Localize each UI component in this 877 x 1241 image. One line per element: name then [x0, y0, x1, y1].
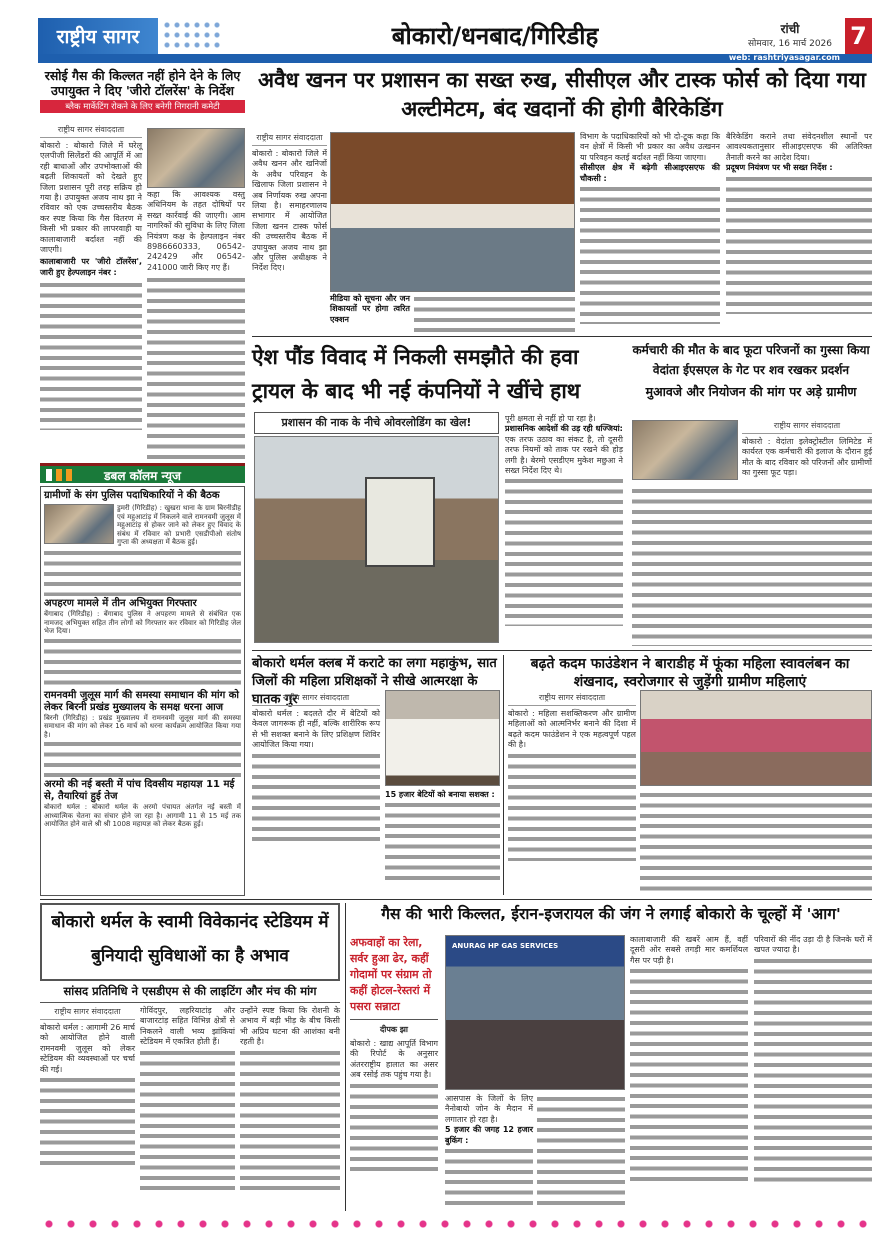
- text-lines: [44, 548, 241, 596]
- lead-caption-row: [330, 294, 575, 334]
- karate-col2: [385, 790, 500, 880]
- gas-story: [40, 68, 245, 113]
- gas-crisis-text: आसपास के जिलों के लिए नैनोबायो जोन के मैदान में लगातार हो रहा है।: [445, 1094, 533, 1124]
- foundation-col1: [508, 692, 636, 861]
- gas-agency-photo: [445, 935, 625, 1090]
- ash-col: [505, 414, 623, 626]
- newspaper-logo: राष्ट्रीय सागर: [38, 18, 158, 54]
- text-lines: [505, 476, 623, 626]
- text-lines: [40, 280, 142, 430]
- karate-col1: [252, 692, 380, 841]
- stadium-text: गोविंदपुर, लहरियाटांड़ और बाजारटांड़ सहित विभिन्न क्षेत्रों से निकलने वाली भव्य झांकियां स्टेडियम में एकत्रित होती हैं।: [140, 1006, 235, 1047]
- brief-headline: अरमो की नई बस्ती में पांच दिवसीय महायज्ञ 11 मई से, तैयारियां हुई तेज: [44, 779, 235, 802]
- protest-headline: कर्मचारी की मौत के बाद फूटा परिजनों का गुस्सा किया वेदांता ईएसएल के गेट पर शव रखकर प्रदर्शन: [632, 343, 870, 377]
- text-lines: [414, 294, 575, 334]
- gas-agency-sign: ANURAG HP GAS SERVICES: [452, 942, 559, 950]
- text-lines: [726, 174, 872, 314]
- lead-headline: अवैध खनन पर प्रशासन का सख्त रुख, सीसीएल और टास्क फोर्स को दिया गया अल्टीमेटम, बंद खदानों की होगी बैरिकेडिंग: [258, 68, 866, 121]
- text-lines: [252, 751, 380, 841]
- protest-kicker: मुआवजे और नियोजन की मांग पर अड़े ग्रामीण: [645, 384, 857, 399]
- brief-text: बोकारो थर्मल : बोकारो थर्मल के अरमो पंचायत अंतर्गत नई बस्ती में आध्यात्मिक चेतना का संचार होने जा रहा है। आगामी 11 से 15 मई तक आयोजित होने वाले श्री श्री 1008 महायज्ञ को लेकर बैठक हुई।: [44, 803, 241, 828]
- lead-col4: [726, 132, 872, 314]
- brief-headline: अपहरण मामले में तीन अभियुक्त गिरफ्तार: [44, 598, 197, 609]
- author: दीपक झा: [380, 1025, 408, 1034]
- ash-headline: ऐश पौंड विवाद में निकली समझौते की हवा ट्रायल के बाद भी नई कंपनियों ने खींचे हाथ: [252, 345, 581, 403]
- byline: राष्ट्रीय सागर संवाददाता: [252, 692, 380, 706]
- stadium-headline: बोकारो थर्मल के स्वामी विवेकानंद स्टेडियम में बुनियादी सुविधाओं का है अभाव: [51, 912, 329, 966]
- gas-crisis-text: कालाबाजारी की खबरें आम हैं, वहीं दूसरी ओर सबसे तगड़ी मार कमर्शियल गैस पर पड़ी है।: [630, 935, 748, 965]
- text-lines: [40, 1075, 135, 1165]
- stadium-col3: [240, 1006, 340, 1193]
- flag-white: [46, 469, 52, 481]
- gas-story-intro: बोकारो : बोकारो जिले में घरेलू एलपीजी सिलेंडरों की आपूर्ति में आ रही बाधाओं और उपभोक्ताओं की बढ़ती शिकायतों को देखते हुए जिला प्रशासन पूरी तरह सक्रिय हो गया है। उपायुक्त अजय नाथ झा ने रविवार को एक उच्चस्तरीय बैठक कर स्पष्ट किया कि गैस वितरण में किसी भी प्रकार की लापरवाही या कालाबाजारी बर्दाश्त नहीं की जाएगी।: [40, 141, 142, 255]
- text-lines: [350, 1081, 438, 1171]
- foundation-text: बोकारो : महिला सशक्तिकरण और ग्रामीण महिलाओं को आत्मनिर्भर बनाने की दिशा में बढ़ते कदम फाउंडेशन ने एक महत्वपूर्ण पहल की है।: [508, 709, 636, 750]
- gas-crisis-text: बोकारो : खाद्य आपूर्ति विभाग की रिपोर्ट के अनुसार अंतरराष्ट्रीय हालात का असर अब रसोई तक पहुंच गया है।: [350, 1039, 438, 1080]
- divider: [345, 903, 346, 1211]
- brief-photo: [44, 504, 114, 544]
- lead-photo: [330, 132, 575, 292]
- lead-col3-text: विभाग के पदाधिकारियों को भी दो-टूक कहा कि वन क्षेत्रों में किसी भी प्रकार का अवैध उत्खनन या परिवहन कतई बर्दाश्त नहीं किया जाएगा।: [580, 132, 720, 162]
- ash-kicker: प्रशासन की नाक के नीचे ओवरलोडिंग का खेल!: [254, 412, 499, 434]
- lead-photo-caption: मीडिया को सूचना और जन शिकायतों पर होगा त्वरित एक्शन: [330, 294, 410, 324]
- text-lines: [445, 1146, 533, 1206]
- text-lines: [640, 790, 872, 894]
- foundation-headline: बढ़ते कदम फाउंडेशन ने बाराडीह में फूंका महिला स्वावलंबन का शंखनाद, स्वरोजगार से जुड़ेंगी ग्रामीण महिलाएं: [530, 656, 850, 690]
- double-column-banner: [40, 463, 245, 483]
- ash-subhead: प्रशासनिक आदेशों की उड़ रही धज्जियां:: [505, 424, 623, 434]
- page-number: 7: [845, 18, 872, 54]
- text-lines: [140, 1048, 235, 1193]
- brief-text: बेंगाबाद (गिरिडीह) : बेंगाबाद पुलिस ने अपहरण मामले से संबंधित एक नामजद अभियुक्त सहित तीन लोगों को गिरफ्तार कर रविवार को गिरिडीह जेल भेज दिया।: [44, 610, 241, 635]
- text-lines: [630, 966, 748, 1186]
- divider: [40, 899, 872, 900]
- text-lines: [44, 739, 241, 777]
- gas-crisis-col4: [630, 935, 748, 1186]
- gas-story-headline: रसोई गैस की किल्लत नहीं होने देने के लिए उपायुक्त ने दिए 'जीरो टॉलरेंस' के निर्देश: [44, 68, 241, 98]
- gas-crisis-side-headline: अफवाहों का रेला, सर्वर हुआ ढेर, कहीं गोदामों पर संग्राम तो कहीं होटल-रेस्तरां में पसरा सन्नाटा: [350, 935, 438, 1020]
- gas-crisis-headline: गैस की भारी किल्लत, ईरान-इजरायल की जंग ने लगाई बोकारो के चूल्हों में 'आग': [381, 905, 841, 923]
- protest-story: [630, 340, 872, 399]
- text-lines: [508, 751, 636, 861]
- lead-intro: बोकारो : बोकारो जिले में अवैध खनन और खनिजों के अवैध परिवहन के खिलाफ जिला प्रशासन ने अब निर्णायक रुख अपना लिया है। समाहरणालय सभागार में आयोजित जिला खनन टास्क फोर्स की उच्चस्तरीय बैठक में उपायुक्त अजय नाथ झा और पुलिस अधीक्षक ने निर्देश दिए।: [252, 149, 327, 273]
- foundation-photo: [640, 690, 872, 786]
- text-lines: [754, 956, 872, 1186]
- stadium-col2: [140, 1006, 235, 1193]
- website-link[interactable]: web: rashtriyasagar.com: [728, 53, 840, 62]
- protest-col: [742, 420, 872, 479]
- stadium-text: बोकारो थर्मल : आगामी 26 मार्च को आयोजित होने वाली रामनवमी जुलूस को लेकर स्टेडियम की व्यवस्थाओं पर चर्चा की गई।: [40, 1023, 135, 1074]
- byline: राष्ट्रीय सागर संवाददाता: [508, 692, 636, 706]
- flag-saffron: [56, 469, 62, 481]
- gas-story-col1: [40, 124, 142, 430]
- gas-crisis-col3: [445, 1094, 533, 1206]
- protest-text: बोकारो : वेदांता इलेक्ट्रोस्टील लिमिटेड में कार्यरत एक कर्मचारी की इलाज के दौरान हुई मौत के बाद रविवार को परिजनों और ग्रामीणों का गुस्सा फूट पड़ा।: [742, 437, 872, 478]
- briefs-box: [40, 486, 245, 896]
- byline: राष्ट्रीय सागर संवाददाता: [40, 1006, 135, 1020]
- decorative-dots-icon: [162, 20, 222, 52]
- stadium-kicker: सांसद प्रतिनिधि ने एसडीएम से की लाइटिंग और मंच की मांग: [40, 985, 340, 1003]
- brief-headline: रामनवमी जुलूस मार्ग की समस्या समाधान की मांग को लेकर बिरनी प्रखंड मुख्यालय के समक्ष धरना आज: [44, 689, 240, 713]
- gas-story-subhead: कालाबाजारी पर 'जीरो टॉलरेंस', जारी हुए हेल्पलाइन नंबर :: [40, 257, 142, 277]
- meeting-photo: [147, 128, 245, 188]
- brief-headline: ग्रामीणों के संग पुलिस पदाधिकारियों ने की बैठक: [44, 490, 220, 501]
- divider: [252, 336, 872, 337]
- ash-text2: एक तरफ उठाव का संकट है, तो दूसरी तरफ नियमों को ताक पर रखने की होड़ लगी है। बेरमो एसडीएम मुकेश मछुआ ने सख्त निर्देश दिए थे।: [505, 434, 623, 476]
- byline: राष्ट्रीय सागर संवाददाता: [40, 124, 142, 138]
- banner-label: डबल कॉलम न्यूज: [104, 469, 181, 483]
- gas-story-kicker: ब्लैक मार्केटिंग रोकने के लिए बनेगी निगरानी कमेटी: [40, 100, 245, 113]
- text-lines: [580, 184, 720, 324]
- divider: [503, 655, 504, 895]
- lead-col4-text: बैरिकेडिंग कराने तथा संवेदनशील स्थानों पर आवश्यकतानुसार सीआइएसएफ की अतिरिक्त तैनाती करने का आदेश दिया।: [726, 132, 872, 162]
- lead-subhead: सीसीएल क्षेत्र में बढ़ेगी सीआइएसएफ की चौकसी :: [580, 163, 720, 183]
- karate-headline: बोकारो थर्मल क्लब में कराटे का लगा महाकुंभ, सात जिलों की महिला प्रशिक्षकों ने सीखे आत्मरक्षा के घातक गुर: [252, 656, 497, 707]
- brief-text: बिरनी (गिरिडीह) : प्रखंड मुख्यालय में रामनवमी जुलूस मार्ग की समस्या समाधान की मांग को लेकर 16 मार्च को धरना कार्यक्रम आयोजित किया गया है।: [44, 713, 241, 739]
- protest-photo: [632, 420, 738, 480]
- text-lines: [44, 636, 241, 688]
- lead-col1: [252, 132, 327, 339]
- byline: राष्ट्रीय सागर संवाददाता: [742, 420, 872, 434]
- gas-story-col2: [147, 190, 245, 470]
- gas-story-col2-text: कहा कि आवश्यक वस्तु अधिनियम के तहत दोषियों पर सख्त कार्रवाई की जाएगी। आम नागरिकों की सुविधा के लिए जिला नियंत्रण कक्ष के हेल्पलाइन नंबर 8986660333, 06542-242429 और 06542-241000 जारी किए गए हैं।: [147, 190, 245, 272]
- flag-saffron: [66, 469, 72, 481]
- divider: [252, 650, 872, 651]
- truck-photo: [254, 436, 499, 643]
- byline: राष्ट्रीय सागर संवाददाता: [252, 132, 327, 146]
- lead-subhead: प्रदूषण नियंत्रण पर भी सख्त निर्देश :: [726, 163, 833, 173]
- truck-icon: [365, 477, 435, 567]
- gas-crisis-text: परिवारों की नींद उड़ा दी है जिनके घरों में खपत ज्यादा है।: [754, 935, 872, 955]
- text-lines: [537, 1094, 625, 1210]
- karate-subhead: 15 हजार बेटियों को बनाया सशक्त :: [385, 790, 495, 799]
- text-lines: [385, 800, 500, 880]
- footer-decoration: [38, 1215, 872, 1233]
- gas-crisis-col1: [350, 935, 438, 1171]
- karate-text: बोकारो थर्मल : बदलते दौर में बेटियों को केवल जागरूक ही नहीं, बल्कि शारीरिक रूप से भी सशक्त बनाने के लिए प्रशिक्षण शिविर आयोजित किया गया।: [252, 709, 380, 750]
- ash-text: पूरी क्षमता से नहीं हो पा रहा है।: [505, 414, 596, 423]
- lead-col3: [580, 132, 720, 324]
- text-lines: [147, 275, 245, 470]
- text-lines: [632, 486, 872, 646]
- stadium-text: उन्होंने स्पष्ट किया कि रोशनी के अभाव में बड़ी भीड़ के बीच किसी भी अप्रिय घटना की आशंका बनी रहती है।: [240, 1006, 340, 1047]
- karate-photo: [385, 690, 500, 786]
- gas-crisis-subhead: 5 हजार की जगह 12 हजार बुकिंग :: [445, 1125, 533, 1145]
- stadium-headline-box: [40, 903, 340, 981]
- stadium-col1: [40, 1006, 135, 1165]
- gas-crisis-col5: [754, 935, 872, 1186]
- brief-text: डुमरी (गिरिडीह) : खुखरा थाना के ग्राम बिरनीडीह एवं महुआटांड़ में निकलने वाले रामनवमी जुलूस में महुआटांड़ से होकर जाने को लेकर हुए विवाद के संबंध में रविवार को प्रभारी एसडीपीओ संतोष गुप्ता की अध्यक्षता में बैठक हुई।: [117, 504, 241, 546]
- edition-date: सोमवार, 16 मार्च 2026: [747, 39, 833, 49]
- section-title: बोकारो/धनबाद/गिरिडीह: [391, 22, 599, 50]
- edition-city: रांची: [780, 22, 800, 36]
- text-lines: [240, 1048, 340, 1193]
